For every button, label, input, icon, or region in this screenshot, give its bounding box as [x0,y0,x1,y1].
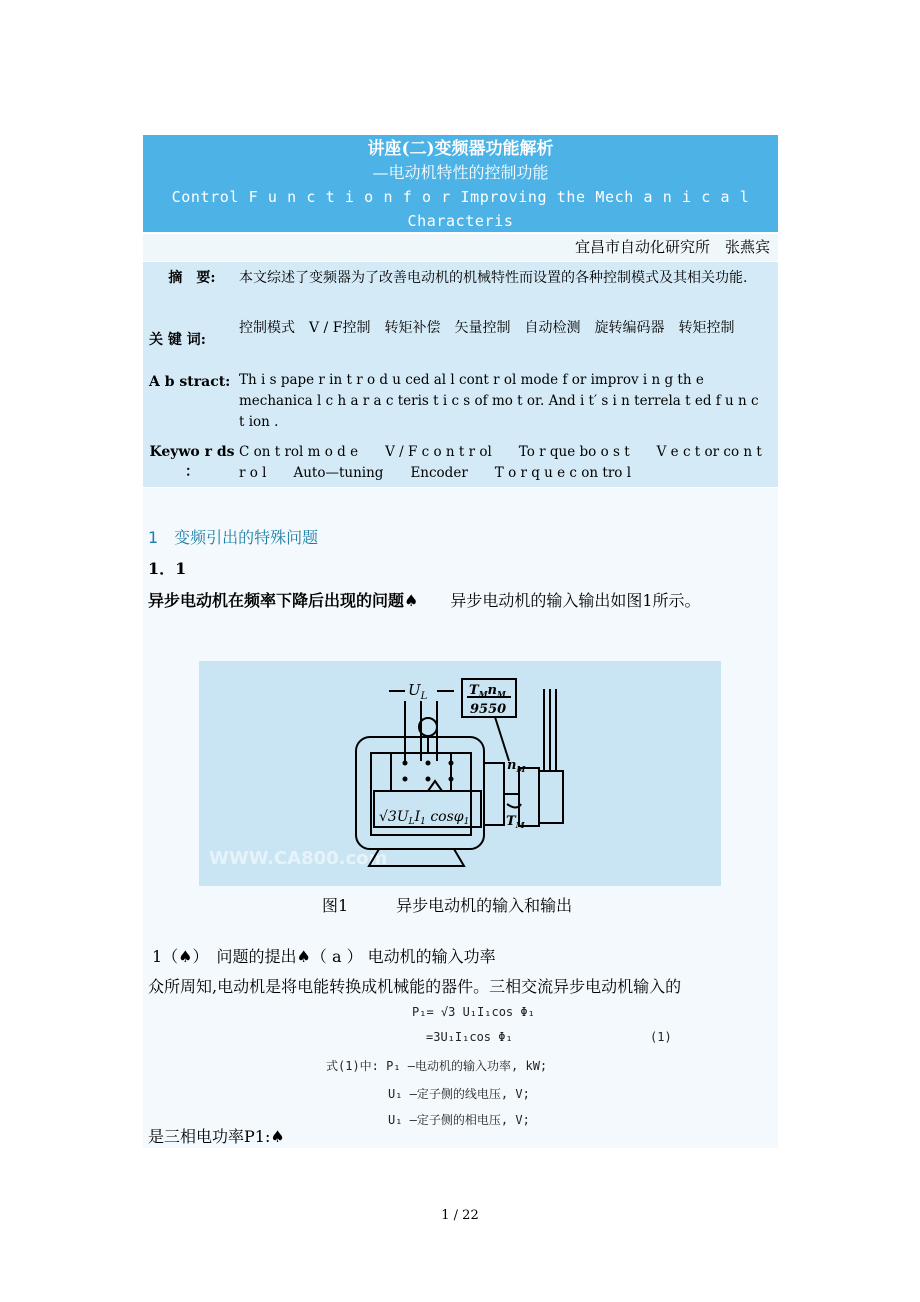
formula-where-1: 式(1)中: P₁ —电动机的输入功率, kW; [326,1059,548,1073]
question-line: 1（♠） 问题的提出♠（ a ） 电动机的输入功率 [152,947,496,966]
english-title-line1: Control F u n c t i o n f o r Improving the Mech a n i c a l Characteris [171,188,750,230]
formula-where-3: U₁ —定子侧的相电压, V; [388,1113,530,1127]
figure-caption: 图1 异步电动机的输入和输出 [322,896,573,915]
title-band [143,135,778,232]
abstract-en-text: Th i s pape r in t r o d u ced al l cont r ol mode f or improv i n g th e mechanica l c h a r a c teris t i c s of mo t or. And i t′ s i n terrela t ed f u n c t ion . [239,372,759,430]
abstract-en-label: A b stract: [149,374,231,390]
label-ul: $U_L$ [408,681,428,702]
keywords-text: 控制模式 V / F控制 转矩补偿 矢量控制 自动检测 旋转编码器 转矩控制 [239,320,735,336]
label-power-numerator: $T_Mn_M$ [469,683,506,699]
section-heading: 1 变频引出的特殊问题 [148,528,319,547]
abstract-label: 摘 要: [168,270,216,286]
label-power-denominator: 9550 [470,702,507,717]
keywords-label: 关 键 词: [149,332,206,348]
body-paragraph: 众所周知,电动机是将电能转换成机械能的器件。三相交流异步电动机输入的 [148,977,682,996]
label-input-power-formula: $√3U_LI_1$ cosφ$_1$ [379,809,470,827]
label-nm: $n_M$ [507,758,526,774]
coupling [519,768,539,826]
watermark-text: WWW.CA800.com [209,848,388,869]
motor-diagram [199,661,721,886]
intro-paragraph [148,586,768,616]
author-line [143,234,778,261]
label-tm: $T_M$ [506,814,525,830]
intro-text: 异步电动机的输入输出如图1所示。 [418,591,701,610]
author-text: 宜昌市自动化研究所 张燕宾 [574,238,770,256]
motor-shaft-housing [484,763,504,825]
motor-figure [199,661,721,886]
subtitle: —电动机特性的控制功能 [372,163,549,182]
formula-line-2: =3U₁I₁cos Φ₁ [426,1030,513,1044]
page-number: 1 / 22 [441,1208,479,1223]
formula-where-2: U₁ —定子侧的线电压, V; [388,1087,530,1101]
main-title: 讲座(二)变频器功能解析 [367,139,554,159]
subsection-number: 1．1 [148,559,187,578]
formula-number: (1) [650,1030,672,1044]
abstract-text: 本文综述了变频器为了改善电动机的机械特性而设置的各种控制模式及其相关功能. [239,270,748,286]
subsection-title: 异步电动机在频率下降后出现的问题♠ [148,591,419,610]
keywords-en-text: C on t rol m o d e V / F c o n t r ol To r que bo o s t V e c t or co n t r o l Auto—tuning Encoder T o r q u e c on tro l [239,444,762,481]
keywords-en-label: Keywo r ds ： [149,444,235,480]
metadata-block [143,262,778,487]
formula-line-1: P₁= √3 U₁I₁cos Φ₁ [412,1005,535,1019]
closing-line: 是三相电功率P1:♠ [148,1127,285,1146]
load [539,771,563,823]
